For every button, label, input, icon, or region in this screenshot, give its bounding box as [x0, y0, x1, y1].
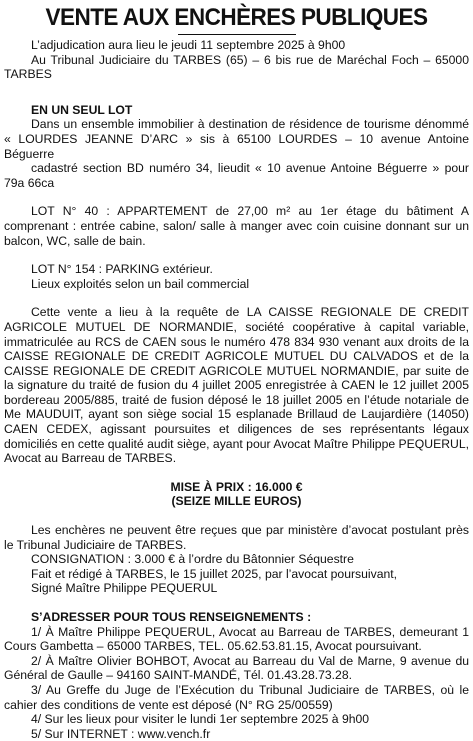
title-underline — [178, 34, 296, 35]
contact-item: 3/ Au Greffe du Juge de l’Exécution du Tribunal Judiciaire de TARBES, où le cahier des conditions de vente est déposé (N° RG 25/00559) — [4, 682, 469, 712]
spacer — [4, 248, 469, 262]
spacer — [4, 509, 469, 523]
consignation: CONSIGNATION : 3.000 € à l’ordre du Bâtonnier Séquestre — [31, 552, 354, 567]
requesting-parties: Cette vente a lieu à la requête de LA CAISSE REGIONALE DE CREDIT AGRICOLE MUTUEL DE NORMANDIE, société coopérative à capital variable, immatriculée au RCS de CAEN sous le numéro 478 834 930 venant aux droits de la CAISSE REGIONALE DE CREDIT AGRICOLE MUTUEL DU CALVADOS et de la CAISSE REGIONALE DE CREDIT AGRICOLE MUTUEL NORMANDIE, par suite de la signature du traité de fusion du 4 juillet 2005 enregistrée à CAEN le 12 juillet 2005 bordereau 2005/885, traité de fusion déposé le 18 juillet 2005 en l’étude notariale de Me MAUDUIT, ayant son siège social 15 esplanade Brillaud de Laujardière (14050) CAEN CEDEX, agissant poursuites et diligences de ses représentants légaux domiciliés en cette qualité audit siège, ayant pour Avocat Maître Philippe PEQUERUL, Avocat au Barreau de TARBES. — [4, 305, 469, 466]
spacer — [4, 291, 469, 305]
lot-154: LOT N° 154 : PARKING extérieur. — [31, 262, 213, 277]
starting-price-words: (SEIZE MILLE EUROS) — [171, 494, 302, 509]
contacts-heading: S’ADRESSER POUR TOUS RENSEIGNEMENTS : — [31, 610, 312, 624]
contact-item: 5/ Sur INTERNET : www.vench.fr — [31, 726, 211, 741]
spacer — [4, 190, 469, 204]
lot-heading: EN UN SEUL LOT — [31, 102, 133, 117]
bids-note: Les enchères ne peuvent être reçues que par ministère d’avocat postulant près le Tribunal Judiciaire de TARBES. — [4, 523, 469, 552]
starting-price: MISE À PRIX : 16.000 € — [170, 479, 303, 494]
spacer — [4, 82, 469, 96]
contact-item: 4/ Sur les lieux pour visiter le lundi 1er septembre 2025 à 9h00 — [31, 712, 370, 727]
spacer — [4, 466, 469, 480]
contact-item: 2/ À Maître Olivier BOHBOT, Avocat au Barreau du Val de Marne, 9 avenue du Général de Gaulle – 94160 SAINT-MANDÉ, Tél. 01.43.28.73.28. — [4, 653, 469, 683]
spacer — [4, 596, 469, 610]
spacer — [4, 96, 469, 103]
lot-40: LOT N° 40 : APPARTEMENT de 27,00 m² au 1er étage du bâtiment A comprenant : entrée cabine, salon/ salle à manger avec coin cuisine donnant sur un balcon, WC, salle de bain. — [4, 204, 469, 248]
signature-line: Signé Maître Philippe PEQUERUL — [31, 581, 218, 596]
cadastre-reference: cadastré section BD numéro 34, lieudit « 10 avenue Antoine Béguerre » pour 79a 66ca — [4, 161, 469, 190]
contact-item: 1/ À Maître Philippe PEQUERUL, Avocat au Barreau de TARBES, demeurant 1 Cours Gambetta – 65000 TARBES, TEL. 05.62.53.81.15, Avocat poursuivant. — [4, 624, 469, 654]
auction-venue: Au Tribunal Judiciaire du TARBES (65) – 6 bis rue de Maréchal Foch – 65000 TARBES — [4, 52, 469, 82]
notice-title: VENTE AUX ENCHÈRES PUBLIQUES — [45, 4, 428, 31]
auction-date: L’adjudication aura lieu le jeudi 11 septembre 2025 à 9h00 — [31, 38, 346, 52]
lot-description: Dans un ensemble immobilier à destination de résidence de tourisme dénommé « LOURDES JEANNE D’ARC » sis à 65100 LOURDES – 10 avenue Antoine Béguerre — [4, 117, 469, 161]
drafted-statement: Fait et rédigé à TARBES, le 15 juillet 2025, par l’avocat poursuivant, — [31, 566, 398, 581]
lease-note: Lieux exploités selon un bail commercial — [31, 276, 250, 291]
